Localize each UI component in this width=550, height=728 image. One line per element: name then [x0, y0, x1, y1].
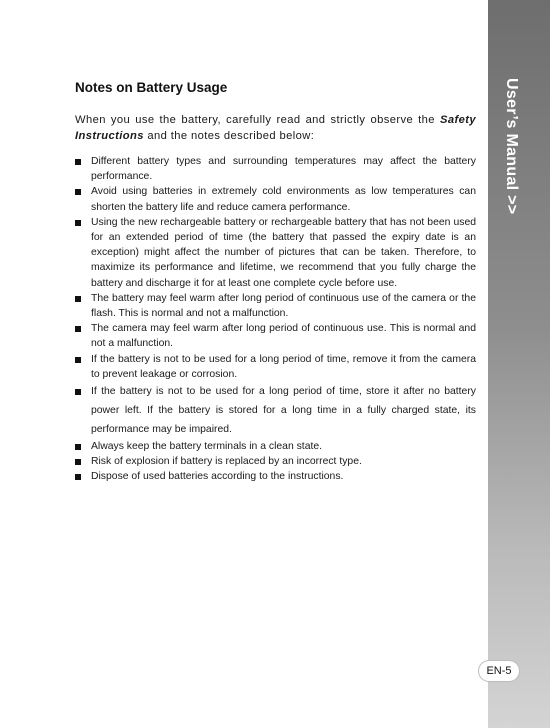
- list-item-text: Different battery types and surrounding temperatures may affect the battery performance.: [91, 156, 476, 183]
- list-item: [75, 154, 476, 184]
- manual-title: User’s Manual >>: [503, 78, 520, 215]
- list-item: [75, 439, 476, 454]
- intro-suffix: and the notes described below:: [143, 130, 315, 142]
- list-item: [75, 291, 476, 321]
- list-item-text: The battery may feel warm after long period of continuous use of the camera or the flash. This is normal and not a malfunction.: [91, 292, 476, 320]
- battery-notes-list: [75, 154, 476, 485]
- list-item-text: Always keep the battery terminals in a clean state.: [91, 441, 323, 453]
- list-item-text: If the battery is not to be used for a long period of time, remove it from the camera to prevent leakage or corrosion.: [91, 353, 476, 380]
- square-bullet-icon: [75, 220, 81, 226]
- square-bullet-icon: [75, 459, 81, 465]
- list-item: [75, 352, 476, 382]
- safety-instructions-reference: Safety Instructions: [75, 114, 476, 142]
- list-item-text: Avoid using batteries in extremely cold environments as low temperatures can shorten the battery life and reduce camera performance.: [91, 186, 476, 213]
- list-item-text: Risk of explosion if battery is replaced by an incorrect type.: [91, 456, 362, 468]
- intro-prefix: When you use the battery, carefully read and strictly observe the: [75, 114, 441, 126]
- list-item-text: Using the new rechargeable battery or rechargeable battery that has not been used for an extended period of time (the battery that passed the expiry date is an exception) might affect the number of pictures that can be taken. Therefore, to maximize its performance and lifetime, we recommend that you fully charge the battery and discharge it for at least one complete cycle before use.: [91, 216, 476, 289]
- main-content: [75, 80, 476, 485]
- square-bullet-icon: [75, 296, 81, 302]
- list-item: [75, 454, 476, 469]
- square-bullet-icon: [75, 189, 81, 195]
- square-bullet-icon: [75, 444, 81, 450]
- square-bullet-icon: [75, 326, 81, 332]
- square-bullet-icon: [75, 159, 81, 165]
- list-item-text: Dispose of used batteries according to the instructions.: [91, 471, 344, 483]
- list-item: [75, 469, 476, 484]
- section-title: Notes on Battery Usage: [75, 80, 228, 95]
- list-item: [75, 184, 476, 214]
- list-item-text: The camera may feel warm after long period of continuous use. This is normal and not a malfunction.: [91, 323, 476, 350]
- list-item: [75, 321, 476, 351]
- square-bullet-icon: [75, 389, 81, 395]
- square-bullet-icon: [75, 357, 81, 363]
- square-bullet-icon: [75, 474, 81, 480]
- page-number: EN-5: [479, 661, 519, 681]
- list-item-text: If the battery is not to be used for a long period of time, store it after no battery power left. If the battery is stored for a long time in a fully charged state, its performance may be impaired.: [91, 386, 476, 436]
- intro-paragraph: [75, 112, 476, 144]
- list-item: [75, 382, 476, 439]
- list-item: [75, 215, 476, 291]
